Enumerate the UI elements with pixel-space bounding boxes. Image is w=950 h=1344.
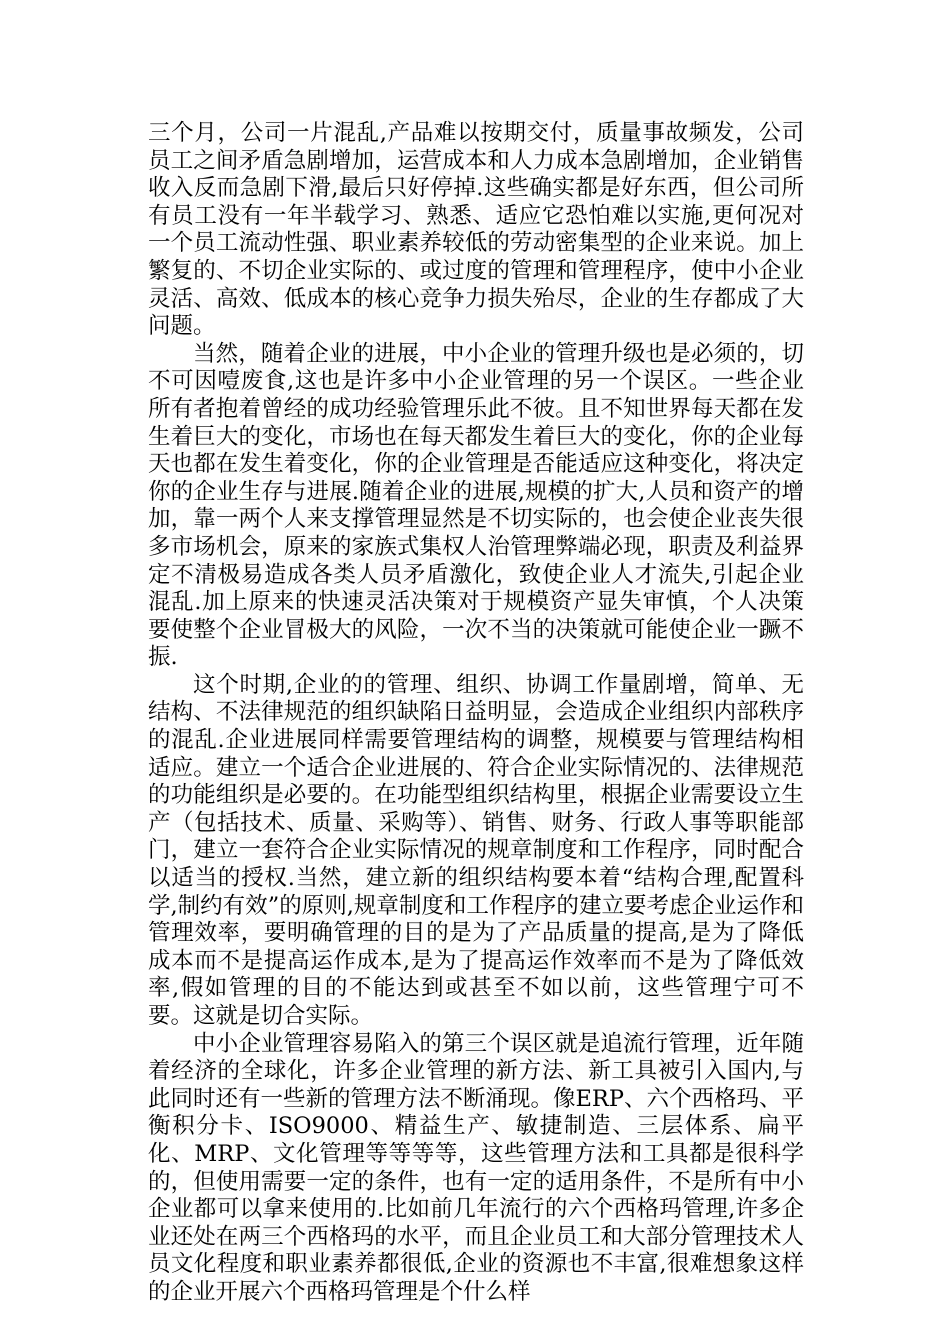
- document-body: [148, 120, 804, 1307]
- paragraph-4: 中小企业管理容易陷入的第三个误区就是追流行管理，近年随着经济的全球化，许多企业管理的新方法、新工具被引入国内,与此同时还有一些新的管理方法不断涌现。像ERP、六个西格玛、平衡积分卡、ISO9000、精益生产、敏捷制造、三层体系、扁平化、MRP、文化管理等等等等，这些管理方法和工具都是很科学的，但使用需要一定的条件，也有一定的适用条件，不是所有中小企业都可以拿来使用的.比如前几年流行的六个西格玛管理,许多企业还处在两三个西格玛的水平，而且企业员工和大部分管理技术人员文化程度和职业素养都很低,企业的资源也不丰富,很难想象这样的企业开展六个西格玛管理是个什么样: [148, 1030, 805, 1305]
- paragraph-1: 三个月，公司一片混乱,产品难以按期交付，质量事故频发，公司员工之间矛盾急剧增加，运营成本和人力成本急剧增加，企业销售收入反而急剧下滑,最后只好停掉.这些确实都是好东西，但公司所有员工没有一年半载学习、熟悉、适应它恐怕难以实施,更何况对一个员工流动性强、职业素养较低的劳动密集型的企业来说。加上繁复的、不切企业实际的、或过度的管理和管理程序，使中小企业灵活、高效、低成本的核心竞争力损失殆尽，企业的生存都成了大问题。: [148, 120, 804, 340]
- paragraph-2: 当然，随着企业的进展，中小企业的管理升级也是必须的，切不可因噎废食,这也是许多中小企业管理的另一个误区。一些企业所有者抱着曾经的成功经验管理乐此不彼。且不知世界每天都在发生着巨大的变化，市场也在每天都发生着巨大的变化，你的企业每天也都在发生着变化，你的企业管理是否能适应这种变化，将决定你的企业生存与进展.随着企业的进展,规模的扩大,人员和资产的增加，靠一两个人来支撑管理显然是不切实际的，也会使企业丧失很多市场机会，原来的家族式集权人治管理弊端必现，职责及利益界定不清极易造成各类人员矛盾激化，致使企业人才流失,引起企业混乱.加上原来的快速灵活决策对于规模资产显失审慎，个人决策要使整个企业冒极大的风险，一次不当的决策就可能使企业一蹶不振.: [148, 340, 804, 671]
- paragraph-3: 这个时期,企业的的管理、组织、协调工作量剧增，简单、无结构、不法律规范的组织缺陷日益明显，会造成企业组织内部秩序的混乱.企业进展同样需要管理结构的调整，规模要与管理结构相适应。建立一个适合企业进展的、符合企业实际情况的、法律规范的功能组织是必要的。在功能型组织结构里，根据企业需要设立生产（包括技术、质量、采购等）、销售、财务、行政人事等职能部门，建立一套符合企业实际情况的规章制度和工作程序，同时配合以适当的授权.当然，建立新的组织结构要本着“结构合理,配置科学,制约有效”的原则,规章制度和工作程序的建立要考虑企业运作和管理效率，要明确管理的目的是为了产品质量的提高,是为了降低成本而不是提高运作成本,是为了提高运作效率而不是为了降低效率,假如管理的目的不能达到或甚至不如以前，这些管理宁可不要。这就是切合实际。: [148, 671, 804, 1029]
